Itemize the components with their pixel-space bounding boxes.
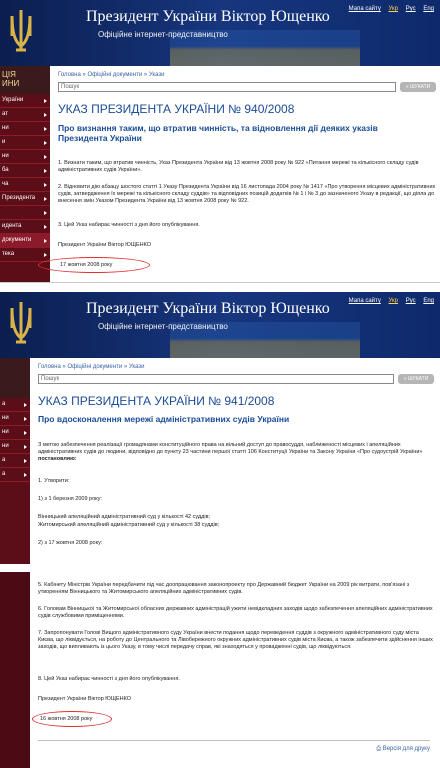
highlight-circle [38,257,150,273]
sidebar-item[interactable] [0,206,50,220]
site-subtitle: Офіційне інтернет-представництво [98,322,228,331]
decree-date: 17 жовтня 2008 року [60,262,113,268]
paragraph: 1) з 1 березня 2009 року: [38,496,102,502]
sidebar-item[interactable]: України [0,94,50,108]
signature: Президент України Віктор ЮЩЕНКО [58,242,152,248]
top-links [343,298,434,304]
site-title[interactable]: Президент України Віктор Ющенко [86,8,330,25]
sidebar-item[interactable]: а [0,454,30,468]
page-subtitle: Про вдосконалення мережі адміністративних судів України [38,414,290,424]
sidebar-nav [0,358,30,564]
sidebar-nav [0,66,50,282]
paragraph [38,442,438,463]
sidebar-item[interactable]: тека [0,248,50,262]
paragraph: 7. Запропонувати Голові Вищого адміністративного суду України внести подання щодо переведення суддів з окружного адміністративного суду міста Києва, що ліквідується, на роботу до Центрального та Лівобережного окружних адміністративних судів міста Києва, а також забезпечити здійснення інших заходів, що випливають із цього Указу, в тому числі передачу справ, які знаходяться у провадженні судів, що ліквідуються. [38,630,433,650]
sidebar-item[interactable]: ни [0,122,50,136]
top-links [343,6,434,12]
lang-ukr-link[interactable]: Укр [388,6,399,12]
lang-eng-link[interactable]: Eng [423,298,434,304]
paragraph: Житомирський апеляційний адміністративний суд у кількості 38 суддів; [38,522,220,528]
main-content [50,66,440,282]
paragraph: 1. Утворити: [38,478,70,484]
lang-ukr-link[interactable]: Укр [388,298,399,304]
sidebar-item[interactable]: ча [0,178,50,192]
breadcrumb[interactable]: Головна » Офіційні документи » Укази [38,364,145,370]
paragraph: 6. Головам Вінницької та Житомирської обласних державних адміністрацій ужити невідкладних заходів щодо забезпечення апеляційних адміністративних судів службовими приміщеннями. [38,606,433,619]
page-subtitle: Про визнання таким, що втратив чинність, та відновлення дії деяких указів Президента України [58,123,378,143]
breadcrumb[interactable]: Головна » Офіційні документи » Укази [58,72,165,78]
paragraph: Вінницький апеляційний адміністративний суд у кількості 42 суддів; [38,514,211,520]
paragraph: 5. Кабінету Міністрів України передбачити під час доопрацювання законопроекту про Державний бюджет України на 2009 рік витрати, пов'язані з утворенням Вінницького та Житомирського апеляційних адміністративних судів. [38,582,410,595]
divider [38,740,430,741]
paragraph: 3. Цей Указ набирає чинності з дня його опублікування. [58,222,200,228]
sidebar-item-documents[interactable]: документи [0,234,50,248]
signature: Президент України Віктор ЮЩЕНКО [38,696,132,702]
sidebar-header [0,66,50,94]
intro-text: З метою забезпечення реалізації громадянами конституційного права на вільний доступ до правосуддя, наближеності місцевих і апеляційних адміністративних судів до людини, відповідно до пункту 23 частини першої статті 106 Конституції України та Закону України «Про судоустрій України» [38,442,423,455]
lang-eng-link[interactable]: Eng [423,6,434,12]
sidebar-header-line: ЦІЯ [2,70,16,79]
search-button[interactable]: » ШУКАТИ [400,82,436,92]
sidebar-item[interactable]: а [0,398,30,412]
paragraph: 2. Відновити дію абзацу шостого статті 1 Указу Президента України від 16 листопада 2004 року № 1417 «Про утворення місцевих адміністративних судів, затвердження їх мережі та кількісного складу суддів» та відповідних позицій додатків № 1 і № 3 до зазначеного Указу в редакції, що діяла до внесення змін Указом Президента України від 13 жовтня 2008 року № 922. [58,184,436,204]
sidebar-item[interactable]: ни [0,412,30,426]
screenshot-panel-decree-940 [0,0,440,283]
lang-rus-link[interactable]: Рус [405,298,416,304]
sidebar-item[interactable]: ни [0,426,30,440]
trident-emblem-icon [6,6,36,58]
sidebar-item[interactable]: и [0,136,50,150]
sidebar-header-line: ИНИ [2,79,20,88]
site-header [0,292,440,358]
screenshot-panel-decree-941 [0,292,440,564]
intro-bold-text: постановляю: [38,456,77,462]
sitemap-link[interactable]: Мапа сайту [348,298,381,304]
page-title: УКАЗ ПРЕЗИДЕНТА УКРАЇНИ № 940/2008 [58,102,295,116]
sidebar-item[interactable]: ни [0,440,30,454]
site-title[interactable]: Президент України Віктор Ющенко [86,300,330,317]
print-version-label: Версія для друку [382,746,430,752]
main-content [30,358,440,564]
trident-emblem-icon [6,298,36,350]
search-input[interactable]: Пошук [38,374,394,384]
screenshot-panel-decree-941-end [0,572,440,768]
sidebar-strip [0,572,30,768]
sidebar-item[interactable]: а [0,468,30,482]
site-header [0,0,440,66]
search-button[interactable]: » ШУКАТИ [398,374,434,384]
paragraph: 2) з 17 жовтня 2008 року: [38,540,103,546]
sidebar-item[interactable]: идента [0,220,50,234]
sidebar-item[interactable]: Президента [0,192,50,206]
search-input[interactable]: Пошук [58,82,396,92]
decree-date: 16 жовтня 2008 року [40,716,93,722]
sitemap-link[interactable]: Мапа сайту [348,6,381,12]
lang-rus-link[interactable]: Рус [405,6,416,12]
paragraph: 1. Визнати таким, що втратив чинність, Указ Президента України від 13 жовтня 2008 року № 922 «Питання мережі та кількісного складу судів адміністративних судів України». [58,160,419,173]
page-title: УКАЗ ПРЕЗИДЕНТА УКРАЇНИ № 941/2008 [38,394,275,408]
print-version-link[interactable] [376,746,430,753]
printer-icon: ⎙ [376,746,383,752]
sidebar-item[interactable]: ат [0,108,50,122]
sidebar-item[interactable]: ни [0,150,50,164]
site-subtitle: Офіційне інтернет-представництво [98,30,228,39]
sidebar-item[interactable]: ба [0,164,50,178]
paragraph: 8. Цей Указ набирає чинності з дня його опублікування. [38,676,180,682]
highlight-circle [32,711,112,727]
main-content [30,572,440,768]
sidebar-header [0,358,30,398]
